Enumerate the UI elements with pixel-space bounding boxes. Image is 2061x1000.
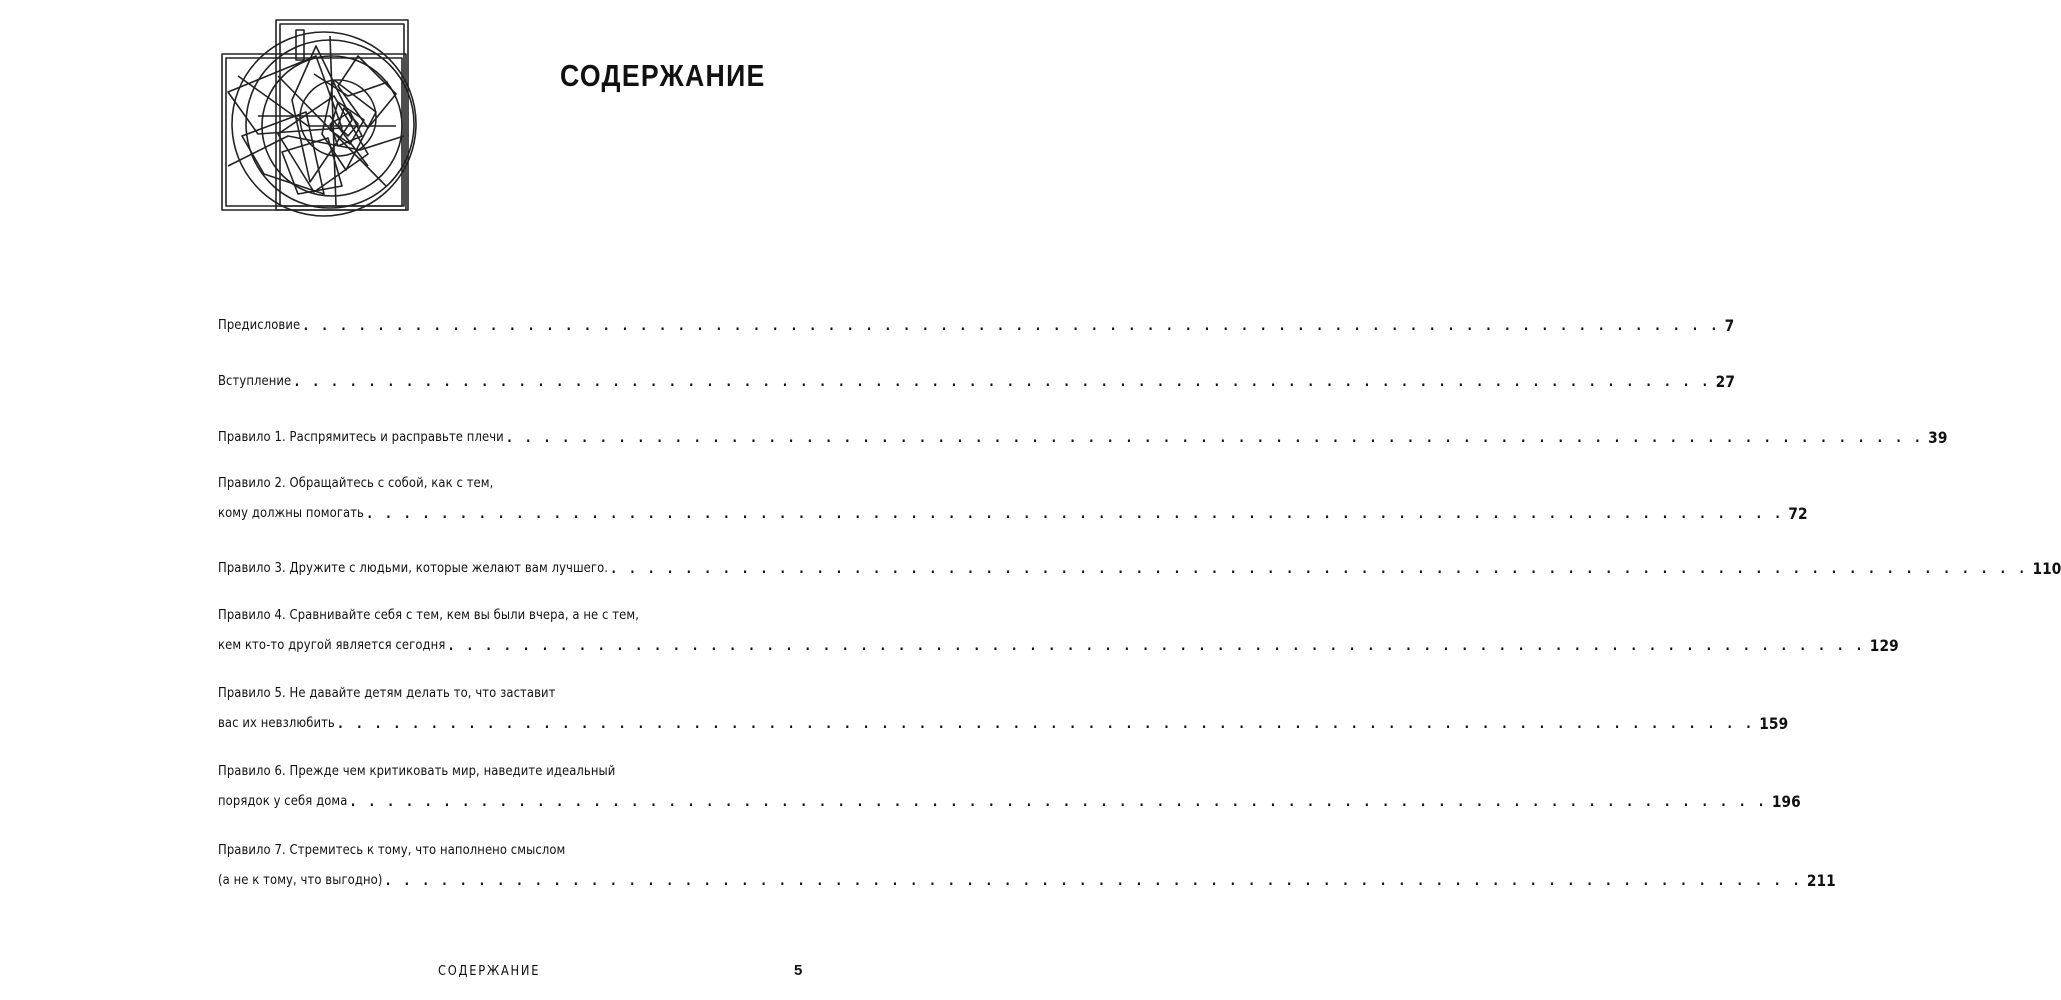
toc-entry[interactable]	[218, 600, 1899, 660]
toc-page-number: 159	[1759, 713, 1789, 733]
toc-entry[interactable]	[218, 468, 1808, 528]
toc-page-number: 39	[1928, 427, 1948, 447]
toc-page-number: 7	[1724, 315, 1735, 335]
dot-leader: . . . . . . . . . . . . . . . . . . . . . . . . . . . . . . . . . . . . . . . . . . . . . . . . . . . . . . . . . . . . . . . . . . . . . . . . . . . .	[385, 873, 1804, 889]
toc-entry-line	[218, 786, 1801, 816]
toc-entry-text: кем кто-то другой является сегодня	[218, 637, 446, 653]
toc-entry-text: Вступление	[218, 373, 292, 389]
toc-entry-line	[218, 422, 1948, 452]
toc-entry-line	[218, 835, 753, 865]
toc-entry-line	[218, 468, 753, 498]
toc-entry[interactable]	[218, 678, 1789, 738]
toc-entry-text: Правило 2. Обращайтесь с собой, как с тем,	[218, 475, 494, 491]
toc-entry-text: (а не к тому, что выгодно)	[218, 872, 383, 888]
toc-page-number: 211	[1806, 870, 1836, 890]
toc-entry-text: кому должны помогать	[218, 505, 364, 521]
toc-entry-line	[218, 708, 1789, 738]
toc-page-number: 27	[1715, 371, 1735, 391]
dot-leader: . . . . . . . . . . . . . . . . . . . . . . . . . . . . . . . . . . . . . . . . . . . . . . . . . . . . . . . . . . . . . . . . . . . . . . . . . . . .	[338, 716, 1756, 732]
toc-page-number: 110	[2032, 558, 2061, 578]
toc-entry[interactable]	[218, 366, 1735, 396]
dot-leader: . . . . . . . . . . . . . . . . . . . . . . . . . . . . . . . . . . . . . . . . . . . . . . . . . . . . . . . . . . . . . . . . . . . . . . . . . . . .	[448, 638, 1867, 654]
toc-entry[interactable]	[218, 422, 1948, 452]
page-number: 5	[794, 962, 803, 979]
toc-entry-text: Правило 5. Не давайте детям делать то, что заставит	[218, 685, 556, 701]
geometric-emblem-illustration	[218, 16, 418, 216]
toc-entry[interactable]	[218, 310, 1735, 340]
dot-leader: . . . . . . . . . . . . . . . . . . . . . . . . . . . . . . . . . . . . . . . . . . . . . . . . . . . . . . . . . . . . . . . . . . . . . . . . . . . .	[367, 506, 1785, 522]
toc-entry-text: порядок у себя дома	[218, 793, 348, 809]
running-footer-title: СОДЕРЖАНИЕ	[438, 964, 541, 979]
toc-entry-text: Правило 3. Дружите с людьми, которые желают вам лучшего.	[218, 560, 609, 576]
toc-entry-line	[218, 600, 753, 630]
dot-leader: . . . . . . . . . . . . . . . . . . . . . . . . . . . . . . . . . . . . . . . . . . . . . . . . . . . . . . . . . . . . . . . . . . . . . . . . . . . .	[611, 561, 2030, 577]
toc-entry-text: вас их невзлюбить	[218, 715, 335, 731]
dot-leader: . . . . . . . . . . . . . . . . . . . . . . . . . . . . . . . . . . . . . . . . . . . . . . . . . . . . . . . . . . . . . . . . . . . . . . . . . . . .	[507, 430, 1925, 446]
toc-entry-line	[218, 756, 753, 786]
toc-entry-line	[218, 678, 753, 708]
dot-leader: . . . . . . . . . . . . . . . . . . . . . . . . . . . . . . . . . . . . . . . . . . . . . . . . . . . . . . . . . . . . . . . . . . . . . . . . . . . .	[294, 374, 1713, 390]
dot-leader: . . . . . . . . . . . . . . . . . . . . . . . . . . . . . . . . . . . . . . . . . . . . . . . . . . . . . . . . . . . . . . . . . . . . . . . . . . . .	[350, 794, 1769, 810]
toc-entry-text: Предисловие	[218, 317, 301, 333]
toc-entry-line	[218, 630, 1899, 660]
toc-page-number: 129	[1869, 635, 1899, 655]
toc-entry-text: Правило 6. Прежде чем критиковать мир, наведите идеальный	[218, 763, 616, 779]
dot-leader: . . . . . . . . . . . . . . . . . . . . . . . . . . . . . . . . . . . . . . . . . . . . . . . . . . . . . . . . . . . . . . . . . . . . . . . . . . . .	[303, 318, 1722, 334]
toc-entry-text: Правило 1. Распрямитесь и расправьте плечи	[218, 429, 504, 445]
toc-entry-line	[218, 553, 2061, 583]
toc-entry-line	[218, 366, 1735, 396]
toc-entry-line	[218, 310, 1735, 340]
toc-entry-line	[218, 498, 1808, 528]
toc-entry-text: Правило 7. Стремитесь к тому, что наполнено смыслом	[218, 842, 566, 858]
toc-entry[interactable]	[218, 835, 1836, 895]
toc-entry-line	[218, 865, 1836, 895]
page-title: СОДЕРЖАНИЕ	[560, 58, 766, 93]
toc-page-number: 196	[1771, 791, 1801, 811]
toc-page-number: 72	[1788, 503, 1808, 523]
toc-entry[interactable]	[218, 553, 2061, 583]
toc-entry-text: Правило 4. Сравнивайте себя с тем, кем вы были вчера, а не с тем,	[218, 607, 639, 623]
toc-entry[interactable]	[218, 756, 1801, 816]
